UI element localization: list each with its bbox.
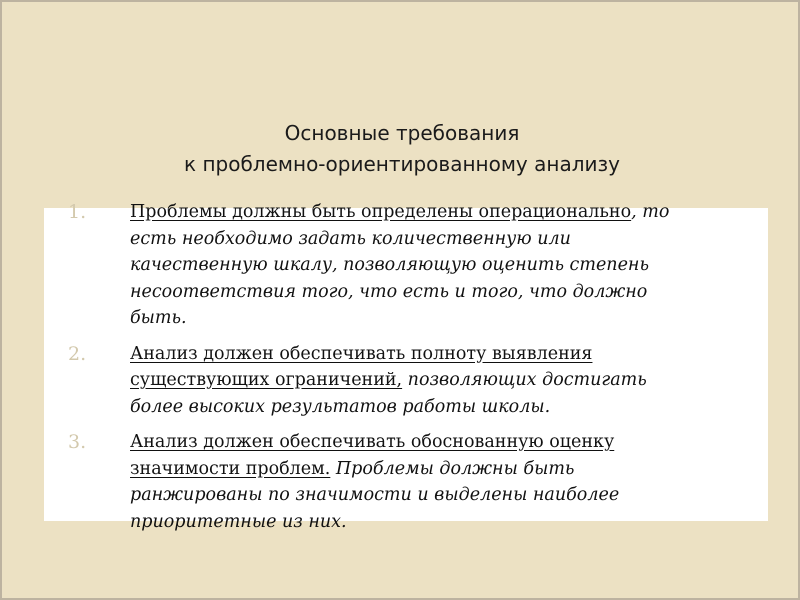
title-line-1: Основные требования [284,121,520,145]
list-item-3 [2,429,800,535]
requirements-list [2,199,800,544]
list-text-2-italic: позволяющих достигать более высоких результатов работы школы. [130,370,647,417]
list-text-3-underlined: Анализ должен обеспечивать обоснованную оценку значимости проблем. [130,432,615,479]
list-item-2 [2,341,800,421]
list-text-3-italic: Проблемы должны быть ранжированы по значимости и выделены наиболее приоритетные из них. [130,458,620,532]
list-number-1: 1. [68,201,87,223]
list-text-3 [130,429,678,535]
list-text-1-italic: , то есть необходимо задать количественную или качественную шкалу, позволяющую оценить степень несоответствия того, что есть и того, что должно быть. [130,202,670,328]
list-text-2 [130,341,678,421]
list-text-2-underlined: Анализ должен обеспечивать полноту выявления существующих ограничений, [130,343,593,390]
list-text-1-underlined: Проблемы должны быть определены операционально [130,202,632,222]
list-number-2: 2. [68,342,87,365]
slide-title [2,118,800,180]
list-text-1 [130,199,678,332]
list-item-1 [2,199,800,332]
title-line-2: к проблемно-ориентированному анализу [184,152,620,176]
list-number-3: 3. [68,431,87,453]
